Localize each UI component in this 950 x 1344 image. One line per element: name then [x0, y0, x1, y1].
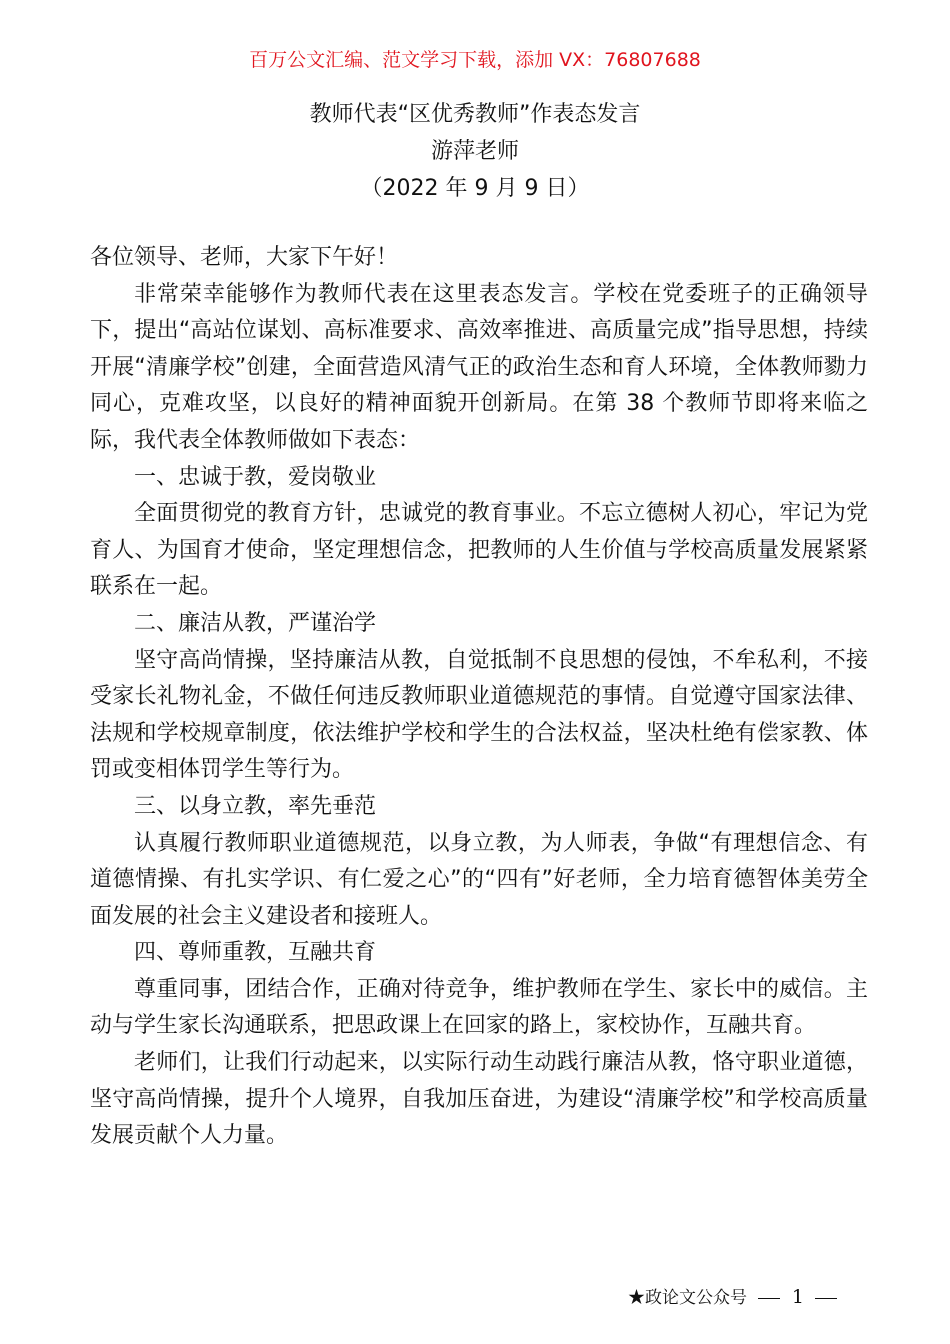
watermark-banner: 百万公文汇编、范文学习下载，添加 VX：76807688	[249, 49, 701, 71]
page-footer	[628, 1282, 848, 1312]
footer-dash-right	[815, 1298, 837, 1299]
section-heading-3: 三、以身立教，率先垂范	[134, 793, 377, 819]
section-paragraph-1: 全面贯彻党的教育方针，忠诚党的教育事业。不忘立德树人初心，牢记为党育人、为国育才使命，坚定理想信念，把教师的人生价值与学校高质量发展紧紧联系在一起。	[90, 501, 868, 600]
section-paragraph-3: 认真履行教师职业道德规范，以身立教，为人师表，争做“有理想信念、有道德情操、有扎实学识、有仁爱之心”的“四有”好老师，全力培育德智体美劳全面发展的社会主义建设者和接班人。	[90, 830, 868, 929]
section-heading-1: 一、忠诚于教，爱岗敬业	[134, 464, 377, 490]
document-title: 教师代表“区优秀教师”作表态发言	[309, 102, 641, 127]
section-heading-4: 四、尊师重教，互融共育	[134, 940, 377, 966]
footer-dash-left	[758, 1298, 780, 1299]
intro-paragraph: 非常荣幸能够作为教师代表在这里表态发言。学校在党委班子的正确领导下，提出“高站位谋划、高标准要求、高效率推进、高质量完成”指导思想，持续开展“清廉学校”创建，全面营造风清气正的政治生态和育人环境，全体教师勠力同心，克难攻坚，以良好的精神面貌开创新局。在第 38 个教师节即将来临之际，我代表全体教师做如下表态：	[90, 281, 868, 453]
speech-date: （2022 年 9 月 9 日）	[360, 176, 590, 201]
document-body	[90, 240, 868, 1155]
closing-paragraph: 老师们，让我们行动起来，以实际行动生动践行廉洁从教，恪守职业道德，坚守高尚情操，提升个人境界，自我加压奋进，为建设“清廉学校”和学校高质量发展贡献个人力量。	[90, 1050, 868, 1149]
greeting: 各位领导、老师，大家下午好！	[90, 245, 399, 270]
section-paragraph-2: 坚守高尚情操，坚持廉洁从教，自觉抵制不良思想的侵蚀，不牟私利，不接受家长礼物礼金，不做任何违反教师职业道德规范的事情。自觉遵守国家法律、法规和学校规章制度，依法维护学校和学生的合法权益，坚决杜绝有偿家教、体罚或变相体罚学生等行为。	[90, 647, 868, 783]
title-block	[0, 96, 950, 207]
footer-label: ★政论文公众号	[628, 1288, 747, 1308]
section-paragraph-4: 尊重同事，团结合作，正确对待竞争，维护教师在学生、家长中的威信。主动与学生家长沟通联系，把思政课上在回家的路上，家校协作，互融共育。	[90, 976, 868, 1039]
section-heading-2: 二、廉洁从教，严谨治学	[134, 610, 377, 636]
author-name: 游萍老师	[430, 139, 519, 164]
page-number: 1	[791, 1286, 804, 1308]
